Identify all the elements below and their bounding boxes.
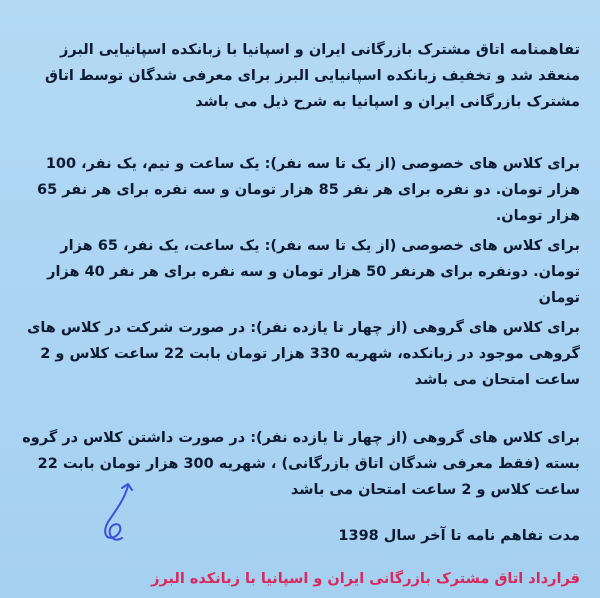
group-class-closed-paragraph: برای کلاس های گروهی (از چهار تا یازده نفر): در صورت داشتن کلاس در گروه بسته (فقط معرفی شدگان اتاق بازرگانی) ، شهریه 300 هزار تومان بابت 22 ساعت کلاس و 2 ساعت امتحان می باشد	[22, 430, 580, 498]
private-class-60min-paragraph: برای کلاس های خصوصی (از یک تا سه نفر): یک ساعت، یک نفر، 65 هزار تومان. دونفره برای هرنفر 50 هزار تومان و سه نفره برای هر نفر 40 هزار تومان	[47, 238, 580, 306]
signature-mark	[98, 480, 148, 550]
intro-paragraph: تفاهمنامه اتاق مشترک بازرگانی ایران و اسپانیا با زبانکده اسپانیایی البرز منعقد شد و تخفیف زبانکده اسپانیایی البرز برای معرفی شدگان توسط اتاق مشترک بازرگانی ایران و اسپانیا به شرح ذیل می باشد	[45, 42, 580, 110]
footer-caption: قرارداد اتاق مشترک بازرگانی ایران و اسپانیا با زبانکده البرز	[151, 571, 580, 587]
private-class-90min-paragraph: برای کلاس های خصوصی (از یک تا سه نفر): یک ساعت و نیم، یک نفر، 100 هزار تومان. دو نفره برای هر نفر 85 هزار تومان و سه نفره برای هر نفر 65 هزار تومان.	[37, 156, 580, 224]
group-class-open-paragraph: برای کلاس های گروهی (از چهار تا یازده نفر): در صورت شرکت در کلاس های گروهی موجود در زبانکده، شهریه 330 هزار تومان بابت 22 ساعت کلاس و 2 ساعت امتحان می باشد	[27, 320, 580, 388]
agreement-duration: مدت تفاهم نامه تا آخر سال 1398	[338, 528, 580, 544]
